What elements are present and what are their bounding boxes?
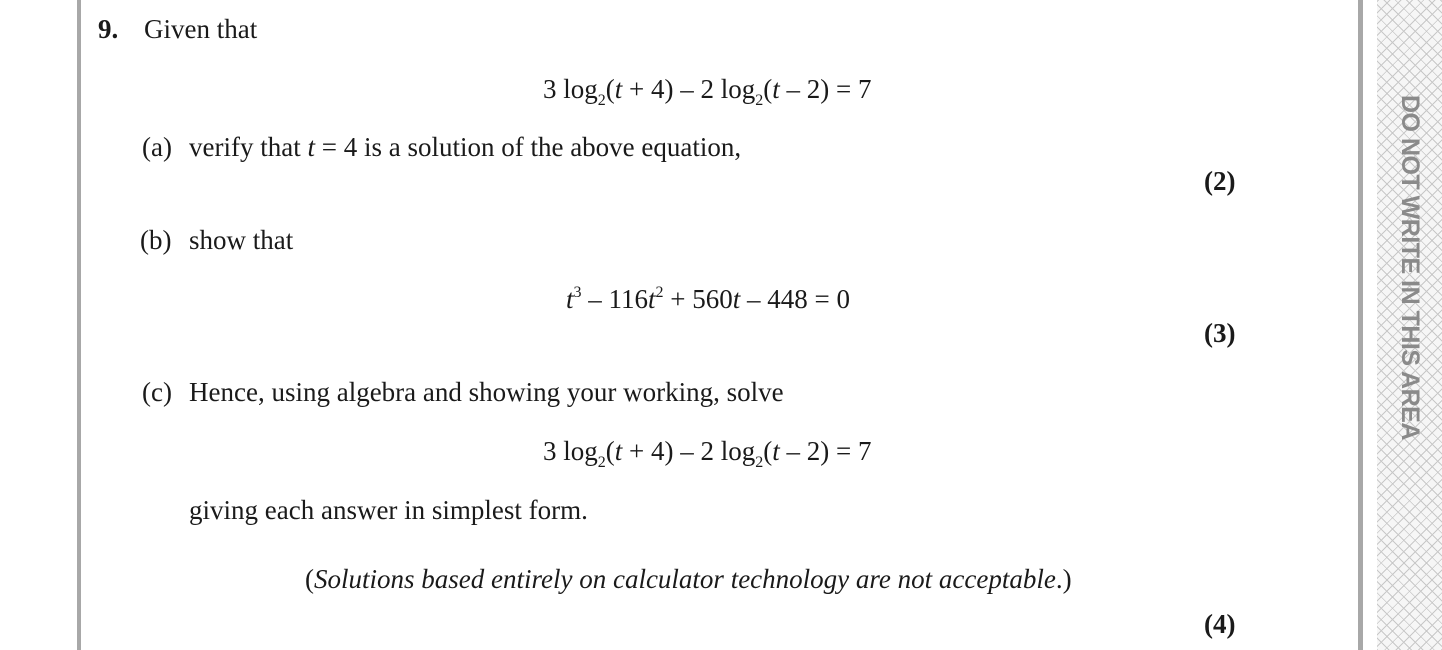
cubic-equation: $t^3 - 116t^2 + 560t - 448 = 0$ <box>566 284 851 314</box>
repeat-equation: 3 $\log_2(t + 4) - 2$ $\log_2(t - 2) = 7$ <box>543 436 872 471</box>
calculator-note: (Solutions based entirely on calculator technology are not acceptable.) <box>305 564 1072 594</box>
part-a-marks: (2) <box>1204 166 1236 196</box>
margin-warning: DO NOT WRITE IN THIS AREA <box>1396 95 1424 440</box>
part-c-marks: (4) <box>1204 609 1236 639</box>
part-c-text: Hence, using algebra and showing your working, solve <box>189 377 784 407</box>
part-c-label: (c) <box>142 377 172 407</box>
main-equation: 3 $\log_2(t + 4) - 2$ $\log_2(t - 2) = 7$ <box>543 74 872 109</box>
part-a-label: (a) <box>142 132 172 162</box>
part-a-text: verify that t = 4 is a solution of the above equation, <box>189 132 742 162</box>
left-border-rule <box>77 0 81 650</box>
part-b-label: (b) <box>140 225 172 255</box>
right-border-rule <box>1358 0 1363 650</box>
question-intro: Given that <box>144 14 258 44</box>
question-number: 9. <box>98 14 119 44</box>
part-b-text: show that <box>189 225 294 255</box>
part-c-followup: giving each answer in simplest form. <box>189 495 588 525</box>
part-b-marks: (3) <box>1204 318 1236 348</box>
